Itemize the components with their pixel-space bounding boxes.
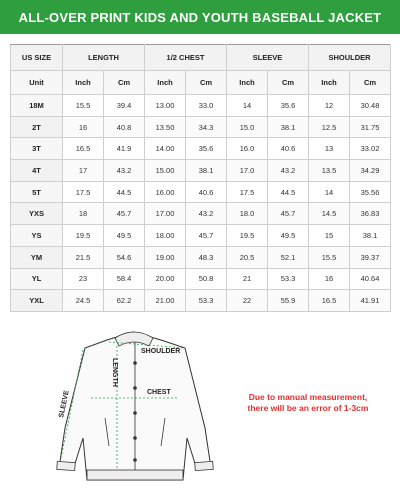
length-inch-cell: 17 [63,160,104,182]
shoulder-cm-cell: 39.37 [350,246,391,268]
length-inch-cell: 17.5 [63,181,104,203]
unit-header-row [11,71,391,95]
length-cm-cell: 62.2 [104,290,145,312]
sleeve-cm-cell: 53.3 [268,268,309,290]
size-cell: 18M [11,95,63,117]
chest-cm-cell: 45.7 [186,225,227,247]
sleeve-inch-cell: 14 [227,95,268,117]
table-row [11,225,391,247]
button [133,458,137,462]
length-cm-cell: 40.8 [104,116,145,138]
size-cell: YXL [11,290,63,312]
shoulder-inch-cell: 14.5 [309,203,350,225]
length-inch-cell: 16 [63,116,104,138]
unit-inch: Inch [145,71,186,95]
button [133,436,137,440]
jacket-drawing [35,318,235,498]
chest-inch-cell: 16.00 [145,181,186,203]
sleeve-inch-cell: 21 [227,268,268,290]
sleeve-inch-cell: 17.5 [227,181,268,203]
chest-cm-cell: 48.3 [186,246,227,268]
shoulder-inch-cell: 15.5 [309,246,350,268]
shoulder-inch-cell: 12.5 [309,116,350,138]
sleeve-inch-cell: 22 [227,290,268,312]
chest-cm-cell: 33.0 [186,95,227,117]
right-cuff [195,461,214,470]
length-label: LENGTH [111,358,118,387]
unit-inch: Inch [309,71,350,95]
note-line-2: there will be an error of 1-3cm [247,403,369,413]
sleeve-inch-cell: 17.0 [227,160,268,182]
size-cell: YXS [11,203,63,225]
unit-cm: Cm [186,71,227,95]
header-sleeve: SLEEVE [227,45,309,71]
sleeve-cm-cell: 35.6 [268,95,309,117]
unit-label: Unit [11,71,63,95]
chest-cm-cell: 34.3 [186,116,227,138]
unit-cm: Cm [350,71,391,95]
unit-cm: Cm [268,71,309,95]
shoulder-inch-cell: 15 [309,225,350,247]
sleeve-inch-cell: 16.0 [227,138,268,160]
length-cm-cell: 45.7 [104,203,145,225]
size-cell: 4T [11,160,63,182]
length-inch-cell: 19.5 [63,225,104,247]
table-row [11,138,391,160]
length-inch-cell: 21.5 [63,246,104,268]
note-line-1: Due to manual measurement, [248,392,368,402]
header-length: LENGTH [63,45,145,71]
chest-cm-cell: 43.2 [186,203,227,225]
sleeve-inch-cell: 15.0 [227,116,268,138]
page-title: ALL-OVER PRINT KIDS AND YOUTH BASEBALL JACKET [18,9,382,25]
chest-inch-cell: 18.00 [145,225,186,247]
header-us-size: US SIZE [11,45,63,71]
chest-inch-cell: 21.00 [145,290,186,312]
sleeve-cm-cell: 49.5 [268,225,309,247]
shoulder-inch-cell: 12 [309,95,350,117]
chest-cm-cell: 53.3 [186,290,227,312]
table-row [11,116,391,138]
table-row [11,246,391,268]
table-row [11,181,391,203]
chest-inch-cell: 14.00 [145,138,186,160]
sleeve-cm-cell: 45.7 [268,203,309,225]
size-cell: YL [11,268,63,290]
jacket-hem [87,470,183,480]
chest-label: CHEST [147,389,171,396]
chest-inch-cell: 13.50 [145,116,186,138]
header-half-chest: 1/2 CHEST [145,45,227,71]
table-row [11,203,391,225]
length-inch-cell: 15.5 [63,95,104,117]
chest-cm-cell: 38.1 [186,160,227,182]
chest-cm-cell: 40.6 [186,181,227,203]
length-cm-cell: 39.4 [104,95,145,117]
shoulder-cm-cell: 41.91 [350,290,391,312]
table-row [11,160,391,182]
unit-inch: Inch [63,71,104,95]
size-cell: 2T [11,116,63,138]
shoulder-cm-cell: 35.56 [350,181,391,203]
jacket-measurement-diagram [35,318,235,498]
header-shoulder: SHOULDER [309,45,391,71]
shoulder-cm-cell: 33.02 [350,138,391,160]
button [133,411,137,415]
length-cm-cell: 43.2 [104,160,145,182]
size-cell: 3T [11,138,63,160]
size-cell: 5T [11,181,63,203]
shoulder-cm-cell: 30.48 [350,95,391,117]
table-row [11,95,391,117]
shoulder-inch-cell: 13 [309,138,350,160]
shoulder-cm-cell: 40.64 [350,268,391,290]
shoulder-inch-cell: 14 [309,181,350,203]
chest-inch-cell: 15.00 [145,160,186,182]
size-cell: YM [11,246,63,268]
shoulder-inch-cell: 16 [309,268,350,290]
length-cm-cell: 58.4 [104,268,145,290]
button [133,361,137,365]
sleeve-label: SLEEVE [58,389,71,419]
sleeve-inch-cell: 20.5 [227,246,268,268]
sleeve-cm-cell: 38.1 [268,116,309,138]
chest-cm-cell: 35.6 [186,138,227,160]
shoulder-cm-cell: 38.1 [350,225,391,247]
measurement-note [238,392,378,414]
page-title-banner [0,0,400,34]
table-row [11,268,391,290]
shoulder-inch-cell: 16.5 [309,290,350,312]
unit-inch: Inch [227,71,268,95]
chest-inch-cell: 19.00 [145,246,186,268]
sleeve-cm-cell: 52.1 [268,246,309,268]
shoulder-label: SHOULDER [141,348,181,355]
chest-inch-cell: 17.00 [145,203,186,225]
shoulder-inch-cell: 13.5 [309,160,350,182]
chest-cm-cell: 50.8 [186,268,227,290]
shoulder-cm-cell: 36.83 [350,203,391,225]
shoulder-cm-cell: 34.29 [350,160,391,182]
table-row [11,290,391,312]
left-cuff [57,461,76,470]
length-cm-cell: 49.5 [104,225,145,247]
sleeve-inch-cell: 19.5 [227,225,268,247]
size-chart [10,44,390,312]
chest-inch-cell: 13.00 [145,95,186,117]
unit-cm: Cm [104,71,145,95]
chest-inch-cell: 20.00 [145,268,186,290]
sleeve-inch-cell: 18.0 [227,203,268,225]
size-cell: YS [11,225,63,247]
sleeve-cm-cell: 44.5 [268,181,309,203]
sleeve-cm-cell: 55.9 [268,290,309,312]
sleeve-cm-cell: 40.6 [268,138,309,160]
button [133,386,137,390]
group-header-row [11,45,391,71]
shoulder-cm-cell: 31.75 [350,116,391,138]
length-cm-cell: 54.6 [104,246,145,268]
length-cm-cell: 44.5 [104,181,145,203]
length-inch-cell: 18 [63,203,104,225]
sleeve-cm-cell: 43.2 [268,160,309,182]
length-inch-cell: 16.5 [63,138,104,160]
length-inch-cell: 23 [63,268,104,290]
length-cm-cell: 41.9 [104,138,145,160]
size-table [10,44,391,312]
size-rows [11,95,391,312]
length-inch-cell: 24.5 [63,290,104,312]
